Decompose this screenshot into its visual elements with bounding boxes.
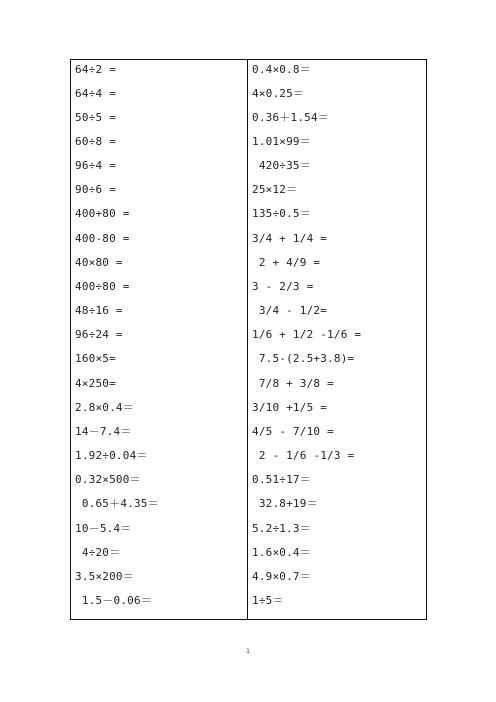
exercise-item: 96÷4 = (75, 159, 116, 172)
exercise-item: 48÷16 = (75, 304, 123, 317)
exercise-item: 4/5 - 7/10 = (252, 425, 334, 438)
exercise-item: 0.32×500＝ (75, 473, 141, 486)
exercise-item: 64÷4 = (75, 87, 116, 100)
exercise-item: 7.5-(2.5+3.8)= (252, 352, 355, 365)
exercise-item: 4×250= (75, 377, 116, 390)
exercise-item: 90÷6 = (75, 183, 116, 196)
exercise-item: 3.5×200＝ (75, 570, 134, 583)
exercise-item: 64÷2 = (75, 63, 116, 76)
exercise-item: 25×12＝ (252, 183, 298, 196)
exercise-item: 160×5= (75, 352, 116, 365)
exercise-item: 0.51÷17＝ (252, 473, 311, 486)
exercise-item: 1/6 + 1/2 -1/6 = (252, 328, 362, 341)
exercise-item: 400-80 = (75, 232, 130, 245)
page-number: 1 (246, 648, 250, 655)
exercise-item: 60÷8 = (75, 135, 116, 148)
exercise-item: 1.5－0.06＝ (75, 594, 152, 607)
exercise-item: 10－5.4＝ (75, 522, 132, 535)
exercise-item: 2 + 4/9 = (252, 256, 321, 269)
exercise-item: 3/10 +1/5 = (252, 401, 328, 414)
exercise-item: 50÷5 = (75, 111, 116, 124)
exercise-item: 0.4×0.8＝ (252, 63, 311, 76)
exercise-item: 96÷24 = (75, 328, 123, 341)
exercise-item: 135÷0.5＝ (252, 207, 311, 220)
column-divider (247, 60, 248, 619)
exercise-item: 4÷20＝ (75, 546, 121, 559)
exercise-item: 4.9×0.7＝ (252, 570, 311, 583)
exercise-item: 400÷80 = (75, 280, 130, 293)
exercise-item: 1÷5＝ (252, 594, 284, 607)
exercise-item: 14－7.4＝ (75, 425, 132, 438)
exercise-item: 0.36＋1.54＝ (252, 111, 329, 124)
exercise-item: 1.01×99＝ (252, 135, 311, 148)
exercise-item: 32.8+19＝ (252, 497, 318, 510)
exercise-item: 420÷35＝ (252, 159, 311, 172)
exercise-item: 1.92÷0.04＝ (75, 449, 148, 462)
exercise-item: 7/8 + 3/8 = (252, 377, 334, 390)
exercise-item: 3 - 2/3 = (252, 280, 314, 293)
exercise-item: 40×80 = (75, 256, 123, 269)
exercise-item: 1.6×0.4＝ (252, 546, 311, 559)
exercise-item: 2.8×0.4＝ (75, 401, 134, 414)
exercise-item: 0.65＋4.35＝ (75, 497, 159, 510)
exercise-item: 2 - 1/6 -1/3 = (252, 449, 355, 462)
exercise-item: 5.2÷1.3＝ (252, 522, 311, 535)
exercise-item: 3/4 + 1/4 = (252, 232, 328, 245)
exercise-item: 4×0.25＝ (252, 87, 305, 100)
exercise-item: 3/4 - 1/2= (252, 304, 328, 317)
exercise-item: 400+80 = (75, 207, 130, 220)
worksheet-table (70, 59, 427, 620)
